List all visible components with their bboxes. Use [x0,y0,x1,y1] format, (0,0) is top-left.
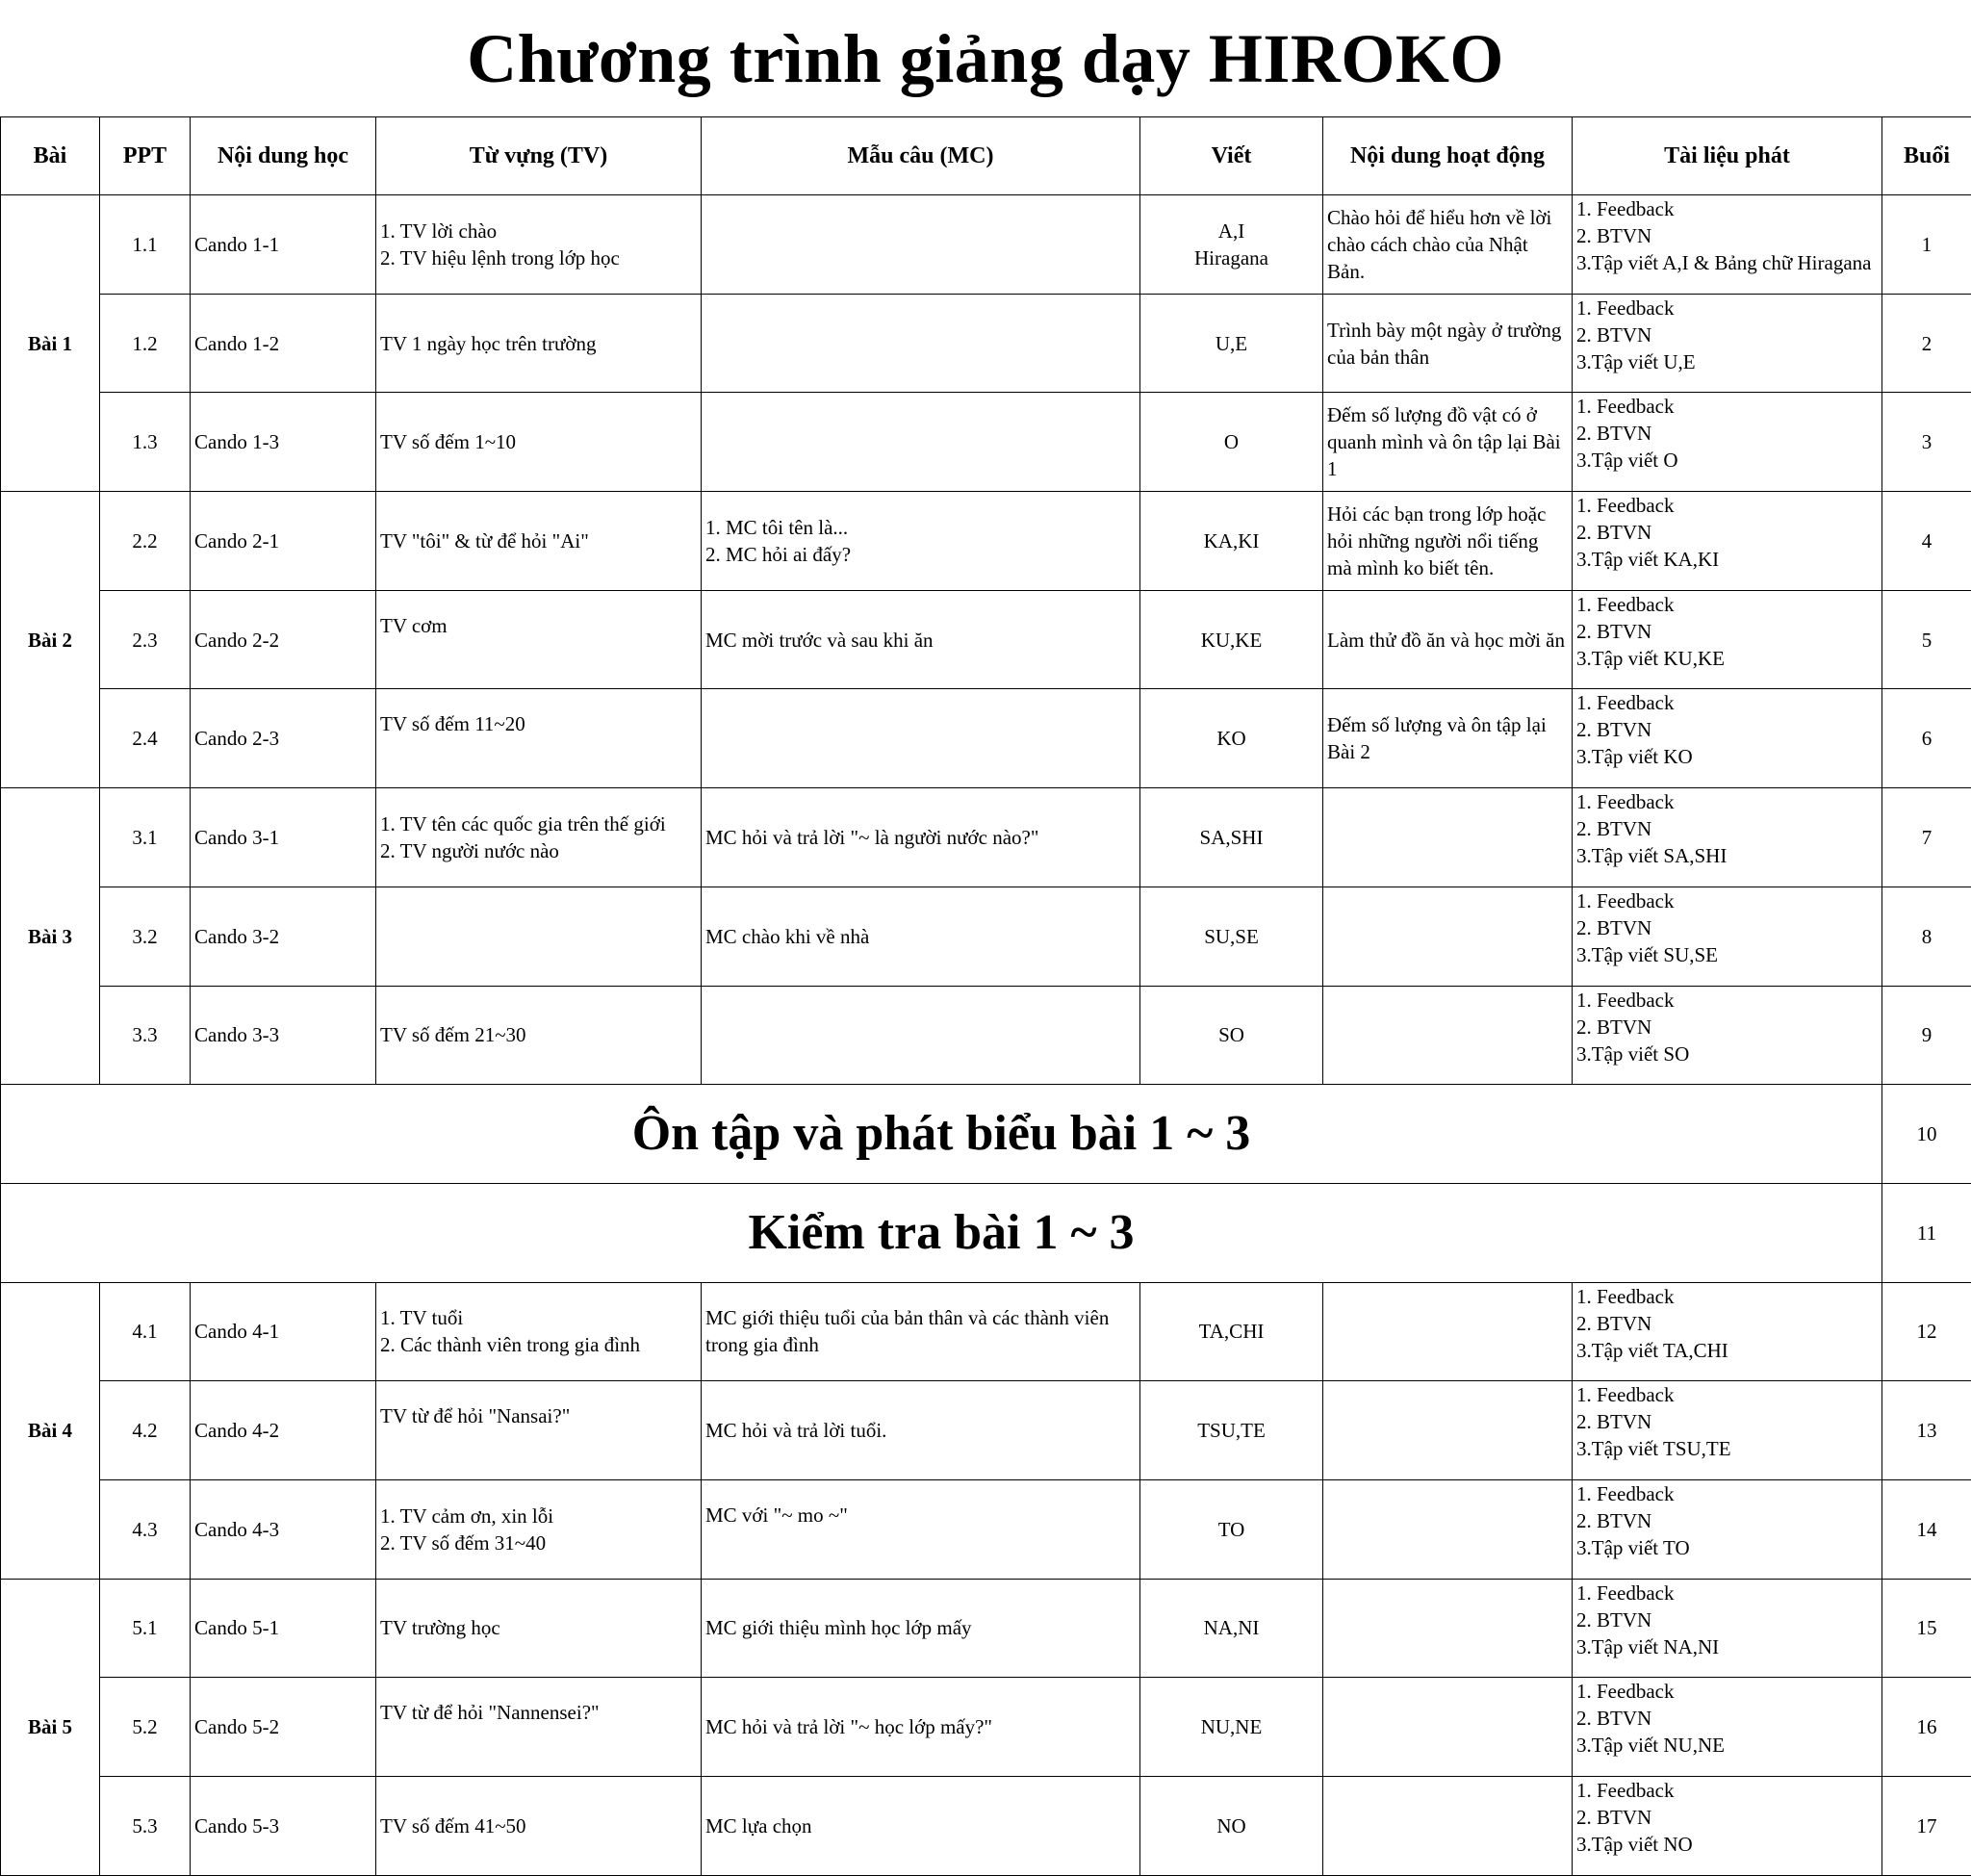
write-cell: SU,SE [1140,887,1323,986]
vocab-cell: 1. TV tuổi 2. Các thành viên trong gia đình [376,1282,702,1381]
session-cell: 8 [1882,887,1971,986]
docs-cell: 1. Feedback 2. BTVN 3.Tập viết U,E [1573,294,1882,393]
vocab-cell: TV số đếm 21~30 [376,986,702,1085]
vocab-cell: TV số đếm 1~10 [376,393,702,492]
pattern-cell: MC lựa chọn [702,1777,1140,1876]
write-cell: O [1140,393,1323,492]
table-row [1,294,1971,393]
activity-cell [1323,1381,1573,1480]
write-cell: SA,SHI [1140,788,1323,887]
lesson-name: Bài 2 [1,492,100,788]
header-session: Buổi [1882,117,1971,195]
content-cell: Cando 2-2 [191,590,376,689]
header-ppt: PPT [100,117,191,195]
ppt-cell: 5.3 [100,1777,191,1876]
ppt-cell: 5.1 [100,1579,191,1678]
activity-cell: Đếm số lượng đồ vật có ở quanh mình và ôn tập lại Bài 1 [1323,393,1573,492]
vocab-cell: TV từ để hỏi "Nannensei?" [376,1678,702,1777]
session-cell: 13 [1882,1381,1971,1480]
vocab-cell: TV số đếm 11~20 [376,689,702,788]
docs-cell: 1. Feedback 2. BTVN 3.Tập viết NA,NI [1573,1579,1882,1678]
content-cell: Cando 1-1 [191,195,376,295]
test-row [1,1183,1971,1282]
pattern-cell [702,294,1140,393]
activity-cell [1323,1479,1573,1579]
ppt-cell: 1.2 [100,294,191,393]
activity-cell [1323,788,1573,887]
pattern-cell: MC giới thiệu mình học lớp mấy [702,1579,1140,1678]
curriculum-table [0,116,1971,1876]
docs-cell: 1. Feedback 2. BTVN 3.Tập viết KU,KE [1573,590,1882,689]
review-label: Ôn tập và phát biểu bài 1 ~ 3 [1,1085,1882,1184]
lesson-name: Bài 1 [1,195,100,492]
write-cell: NU,NE [1140,1678,1323,1777]
vocab-cell: TV trường học [376,1579,702,1678]
session-cell: 17 [1882,1777,1971,1876]
write-cell: TO [1140,1479,1323,1579]
write-cell: NA,NI [1140,1579,1323,1678]
docs-cell: 1. Feedback 2. BTVN 3.Tập viết TA,CHI [1573,1282,1882,1381]
docs-cell: 1. Feedback 2. BTVN 3.Tập viết SO [1573,986,1882,1085]
write-cell: KU,KE [1140,590,1323,689]
write-cell: KA,KI [1140,492,1323,591]
docs-cell: 1. Feedback 2. BTVN 3.Tập viết SA,SHI [1573,788,1882,887]
pattern-cell [702,986,1140,1085]
ppt-cell: 4.1 [100,1282,191,1381]
activity-cell [1323,1579,1573,1678]
table-row [1,1381,1971,1480]
header-row [1,117,1971,195]
review-row [1,1085,1971,1184]
session-cell: 9 [1882,986,1971,1085]
content-cell: Cando 4-3 [191,1479,376,1579]
table-row [1,1777,1971,1876]
session-cell: 14 [1882,1479,1971,1579]
table-row [1,393,1971,492]
header-pattern: Mẫu câu (MC) [702,117,1140,195]
header-bai: Bài [1,117,100,195]
write-cell: SO [1140,986,1323,1085]
table-row [1,1282,1971,1381]
session-cell: 10 [1882,1085,1971,1184]
docs-cell: 1. Feedback 2. BTVN 3.Tập viết KO [1573,689,1882,788]
write-cell: TA,CHI [1140,1282,1323,1381]
pattern-cell: MC giới thiệu tuổi của bản thân và các thành viên trong gia đình [702,1282,1140,1381]
page-title: Chương trình giảng dạy HIROKO [0,0,1971,117]
lesson-name: Bài 3 [1,788,100,1085]
content-cell: Cando 5-2 [191,1678,376,1777]
pattern-cell [702,393,1140,492]
session-cell: 11 [1882,1183,1971,1282]
ppt-cell: 2.4 [100,689,191,788]
docs-cell: 1. Feedback 2. BTVN 3.Tập viết A,I & Bảng chữ Hiragana [1573,195,1882,295]
ppt-cell: 1.3 [100,393,191,492]
content-cell: Cando 2-3 [191,689,376,788]
vocab-cell: TV 1 ngày học trên trường [376,294,702,393]
pattern-cell: MC hỏi và trả lời "~ là người nước nào?" [702,788,1140,887]
content-cell: Cando 3-2 [191,887,376,986]
docs-cell: 1. Feedback 2. BTVN 3.Tập viết SU,SE [1573,887,1882,986]
vocab-cell: 1. TV cảm ơn, xin lỗi 2. TV số đếm 31~40 [376,1479,702,1579]
ppt-cell: 3.1 [100,788,191,887]
session-cell: 1 [1882,195,1971,295]
vocab-cell: 1. TV tên các quốc gia trên thế giới 2. TV người nước nào [376,788,702,887]
content-cell: Cando 1-3 [191,393,376,492]
header-content: Nội dung học [191,117,376,195]
ppt-cell: 3.2 [100,887,191,986]
content-cell: Cando 3-3 [191,986,376,1085]
activity-cell [1323,1777,1573,1876]
table-row [1,887,1971,986]
session-cell: 5 [1882,590,1971,689]
pattern-cell: MC hỏi và trả lời tuổi. [702,1381,1140,1480]
vocab-cell: 1. TV lời chào 2. TV hiệu lệnh trong lớp học [376,195,702,295]
session-cell: 4 [1882,492,1971,591]
ppt-cell: 4.3 [100,1479,191,1579]
header-write: Viết [1140,117,1323,195]
session-cell: 12 [1882,1282,1971,1381]
ppt-cell: 1.1 [100,195,191,295]
activity-cell [1323,986,1573,1085]
header-docs: Tài liệu phát [1573,117,1882,195]
ppt-cell: 5.2 [100,1678,191,1777]
pattern-cell: 1. MC tôi tên là... 2. MC hỏi ai đấy? [702,492,1140,591]
table-row [1,1579,1971,1678]
session-cell: 16 [1882,1678,1971,1777]
vocab-cell: TV số đếm 41~50 [376,1777,702,1876]
session-cell: 6 [1882,689,1971,788]
vocab-cell: TV cơm [376,590,702,689]
docs-cell: 1. Feedback 2. BTVN 3.Tập viết NU,NE [1573,1678,1882,1777]
docs-cell: 1. Feedback 2. BTVN 3.Tập viết O [1573,393,1882,492]
content-cell: Cando 5-1 [191,1579,376,1678]
pattern-cell: MC chào khi về nhà [702,887,1140,986]
docs-cell: 1. Feedback 2. BTVN 3.Tập viết TSU,TE [1573,1381,1882,1480]
header-activity: Nội dung hoạt động [1323,117,1573,195]
activity-cell [1323,1678,1573,1777]
activity-cell: Làm thử đồ ăn và học mời ăn [1323,590,1573,689]
write-cell: NO [1140,1777,1323,1876]
test-label: Kiểm tra bài 1 ~ 3 [1,1183,1882,1282]
ppt-cell: 2.2 [100,492,191,591]
write-cell: A,I Hiragana [1140,195,1323,295]
table-row [1,788,1971,887]
ppt-cell: 2.3 [100,590,191,689]
table-row [1,689,1971,788]
session-cell: 2 [1882,294,1971,393]
write-cell: TSU,TE [1140,1381,1323,1480]
content-cell: Cando 2-1 [191,492,376,591]
table-row [1,590,1971,689]
table-row [1,1678,1971,1777]
vocab-cell [376,887,702,986]
pattern-cell: MC với "~ mo ~" [702,1479,1140,1579]
pattern-cell [702,195,1140,295]
content-cell: Cando 3-1 [191,788,376,887]
pattern-cell [702,689,1140,788]
content-cell: Cando 1-2 [191,294,376,393]
table-row [1,1479,1971,1579]
table-row [1,492,1971,591]
content-cell: Cando 5-3 [191,1777,376,1876]
header-vocab: Từ vựng (TV) [376,117,702,195]
lesson-name: Bài 4 [1,1282,100,1579]
vocab-cell: TV "tôi" & từ để hỏi "Ai" [376,492,702,591]
session-cell: 3 [1882,393,1971,492]
pattern-cell: MC mời trước và sau khi ăn [702,590,1140,689]
activity-cell [1323,887,1573,986]
docs-cell: 1. Feedback 2. BTVN 3.Tập viết NO [1573,1777,1882,1876]
pattern-cell: MC hỏi và trả lời "~ học lớp mấy?" [702,1678,1140,1777]
table-row [1,986,1971,1085]
ppt-cell: 3.3 [100,986,191,1085]
table-row [1,195,1971,295]
content-cell: Cando 4-2 [191,1381,376,1480]
ppt-cell: 4.2 [100,1381,191,1480]
write-cell: KO [1140,689,1323,788]
write-cell: U,E [1140,294,1323,393]
docs-cell: 1. Feedback 2. BTVN 3.Tập viết KA,KI [1573,492,1882,591]
content-cell: Cando 4-1 [191,1282,376,1381]
activity-cell: Chào hỏi để hiểu hơn về lời chào cách chào của Nhật Bản. [1323,195,1573,295]
docs-cell: 1. Feedback 2. BTVN 3.Tập viết TO [1573,1479,1882,1579]
activity-cell [1323,1282,1573,1381]
activity-cell: Hỏi các bạn trong lớp hoặc hỏi những người nổi tiếng mà mình ko biết tên. [1323,492,1573,591]
activity-cell: Trình bày một ngày ở trường của bản thân [1323,294,1573,393]
lesson-name: Bài 5 [1,1579,100,1875]
session-cell: 15 [1882,1579,1971,1678]
activity-cell: Đếm số lượng và ôn tập lại Bài 2 [1323,689,1573,788]
vocab-cell: TV từ để hỏi "Nansai?" [376,1381,702,1480]
session-cell: 7 [1882,788,1971,887]
